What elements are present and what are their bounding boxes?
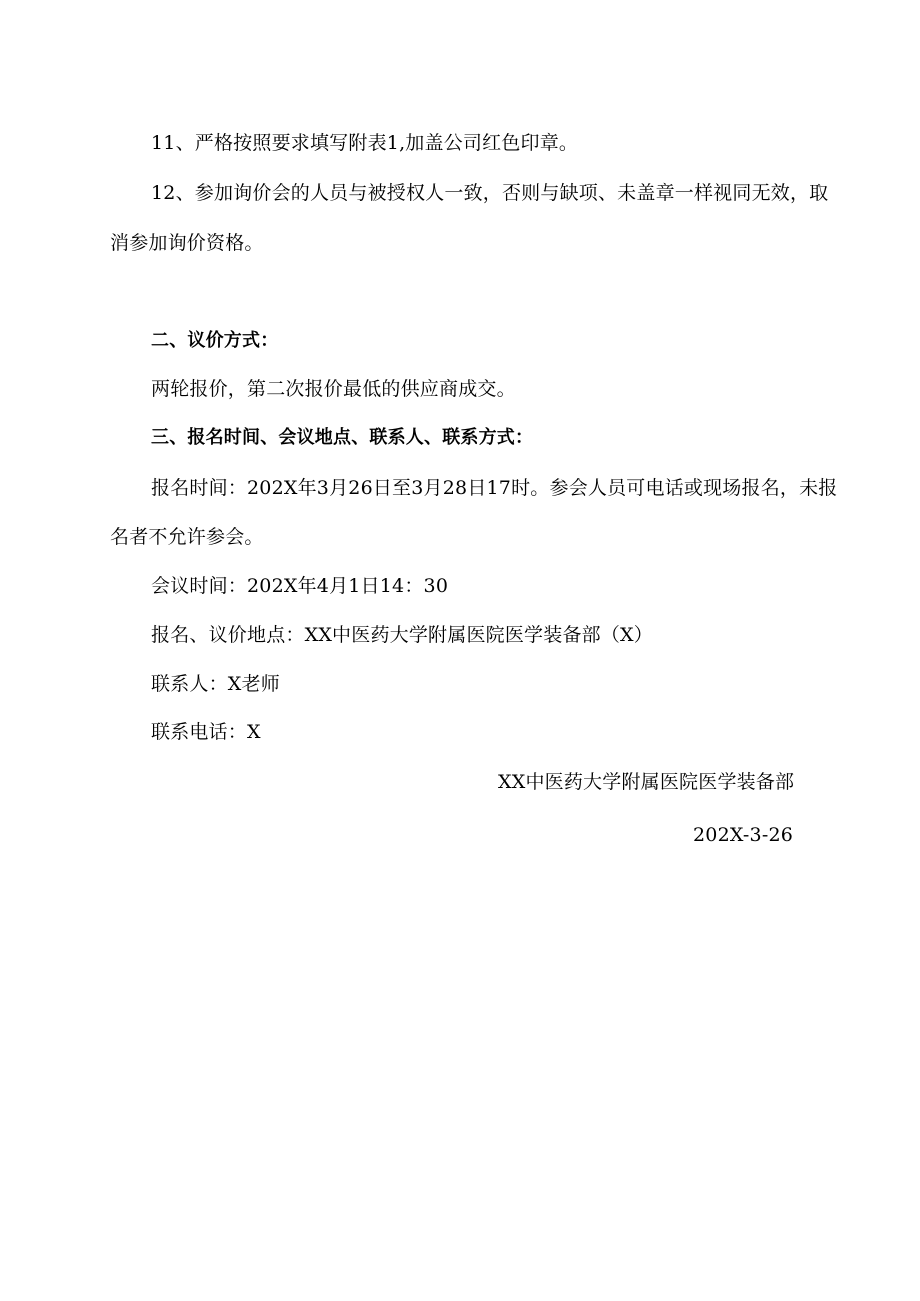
registration-time-line2: 名者不允许参会。 [110,526,264,548]
contact-person: 联系人：X老师 [151,673,280,695]
registration-time-line1: 报名时间：202X年3月26日至3月28日17时。参会人员可电话或现场报名，未报 [151,477,838,499]
item-11-text: 11、严格按照要求填写附表1,加盖公司红色印章。 [151,132,579,154]
item-12-text-line2: 消参加询价资格。 [110,232,264,254]
section-3-heading: 三、报名时间、会议地点、联系人、联系方式： [151,427,534,448]
signature-organization: XX中医药大学附属医院医学装备部 [498,771,795,793]
contact-phone: 联系电话：X [151,721,261,743]
section-2-body: 两轮报价，第二次报价最低的供应商成交。 [151,378,516,400]
item-12-text-line1: 12、参加询价会的人员与被授权人一致，否则与缺项、未盖章一样视同无效，取 [151,182,829,204]
meeting-time: 会议时间：202X年4月1日14：30 [151,575,449,597]
section-2-heading: 二、议价方式： [151,330,279,351]
signature-date: 202X-3-26 [693,824,794,846]
meeting-location: 报名、议价地点：XX中医药大学附属医院医学装备部（X） [151,624,653,646]
